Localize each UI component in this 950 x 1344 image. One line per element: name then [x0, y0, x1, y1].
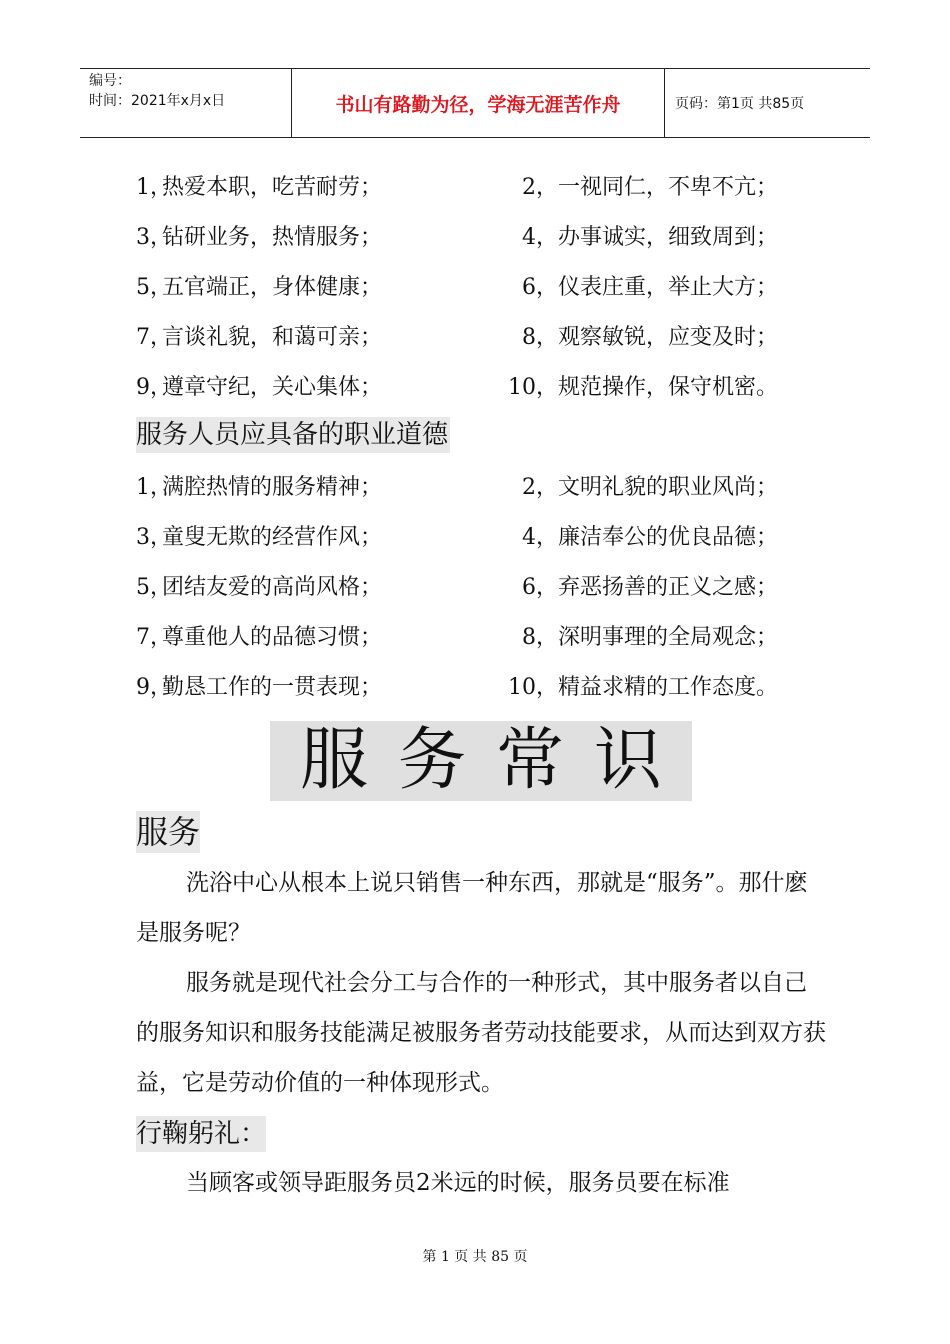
item-number: 7，	[136, 324, 172, 350]
list-item	[136, 370, 508, 401]
page-content	[136, 160, 826, 1208]
list-row	[136, 660, 826, 710]
item-text: 仪表庄重，举止大方；	[558, 274, 779, 300]
list-row	[136, 310, 826, 360]
item-number: 9，	[136, 674, 172, 700]
item-text: 遵章守纪，关心集体；	[162, 374, 383, 400]
item-text: 深明事理的全局观念；	[558, 624, 779, 650]
page-footer: 第 1 页 共 85 页	[422, 1249, 528, 1265]
ethics-title: 服务人员应具备的职业道德	[136, 417, 450, 453]
list-item	[136, 320, 508, 351]
item-number: 3，	[136, 524, 172, 550]
list-item	[508, 520, 778, 551]
list-item	[508, 170, 778, 201]
item-number: 2，	[522, 174, 558, 200]
list-item	[508, 620, 778, 651]
item-text: 团结友爱的高尚风格；	[162, 574, 383, 600]
item-text: 精益求精的工作态度。	[558, 674, 779, 700]
item-text: 满腔热情的服务精神；	[162, 474, 383, 500]
list-row	[136, 510, 826, 560]
item-text: 观察敏锐，应变及时；	[558, 324, 779, 350]
list-item	[136, 570, 508, 601]
item-text: 勤恳工作的一贯表现；	[162, 674, 383, 700]
item-text: 规范操作，保守机密。	[558, 374, 779, 400]
item-text: 尊重他人的品德习惯；	[162, 624, 383, 650]
bow-title: 行鞠躬礼：	[136, 1116, 266, 1152]
list-row	[136, 210, 826, 260]
item-number: 2，	[522, 474, 558, 500]
item-text: 言谈礼貌，和蔼可亲；	[162, 324, 383, 350]
item-text: 钻研业务，热情服务；	[162, 224, 383, 250]
item-text: 文明礼貌的职业风尚；	[558, 474, 779, 500]
item-number: 10，	[508, 674, 558, 700]
item-text: 廉洁奉公的优良品德；	[558, 524, 779, 550]
list-item	[136, 620, 508, 651]
paragraph: 服务就是现代社会分工与合作的一种形式，其中服务者以自己的服务知识和服务技能满足被服务者劳动技能要求，从而达到双方获益，它是劳动价值的一种体现形式。	[136, 970, 826, 1096]
header-page-info: 页码：第1页 共85页	[675, 96, 805, 112]
item-text: 热爱本职，吃苦耐劳；	[162, 174, 383, 200]
list-row	[136, 360, 826, 410]
paragraph: 洗浴中心从根本上说只销售一种东西，那就是“服务”。那什麽是服务呢？	[136, 870, 808, 946]
list-item	[508, 570, 778, 601]
item-number: 4，	[522, 524, 558, 550]
list-row	[136, 610, 826, 660]
list-item	[508, 270, 778, 301]
list-item	[136, 170, 508, 201]
list-item	[136, 270, 508, 301]
item-text: 弃恶扬善的正义之感；	[558, 574, 779, 600]
header-meta	[80, 69, 292, 137]
item-number: 10，	[508, 374, 558, 400]
paragraph: 当顾客或领导距服务员2米远的时候，服务员要在标准	[186, 1170, 730, 1196]
list-item	[508, 320, 778, 351]
list-row	[136, 560, 826, 610]
item-text: 五官端正，身体健康；	[162, 274, 383, 300]
item-number: 1，	[136, 474, 172, 500]
number-label: 编号：	[89, 73, 131, 89]
list-row	[136, 260, 826, 310]
time-label: 时间：2021年x月x日	[89, 93, 226, 109]
item-number: 6，	[522, 274, 558, 300]
item-number: 3，	[136, 224, 172, 250]
item-number: 5，	[136, 574, 172, 600]
list-row	[136, 460, 826, 510]
list-item	[136, 220, 508, 251]
item-number: 1，	[136, 174, 172, 200]
service-title: 服务	[136, 813, 201, 851]
list-row	[136, 160, 826, 210]
qualities-list	[136, 160, 826, 410]
ethics-list	[136, 460, 826, 710]
item-text: 童叟无欺的经营作风；	[162, 524, 383, 550]
list-item	[136, 520, 508, 551]
item-text: 办事诚实，细致周到；	[558, 224, 779, 250]
list-item	[508, 470, 778, 501]
item-number: 9，	[136, 374, 172, 400]
header-motto: 书山有路勤为径，学海无涯苦作舟	[292, 69, 665, 137]
item-number: 6，	[522, 574, 558, 600]
list-item	[508, 670, 778, 701]
list-item	[508, 370, 778, 401]
item-text: 一视同仁，不卑不亢；	[558, 174, 779, 200]
item-number: 4，	[522, 224, 558, 250]
item-number: 7，	[136, 624, 172, 650]
page-header	[80, 68, 870, 138]
item-number: 8，	[522, 624, 558, 650]
item-number: 8，	[522, 324, 558, 350]
big-title: 服务常识	[270, 721, 692, 801]
list-item	[136, 670, 508, 701]
list-item	[508, 220, 778, 251]
list-item	[136, 470, 508, 501]
item-number: 5，	[136, 274, 172, 300]
